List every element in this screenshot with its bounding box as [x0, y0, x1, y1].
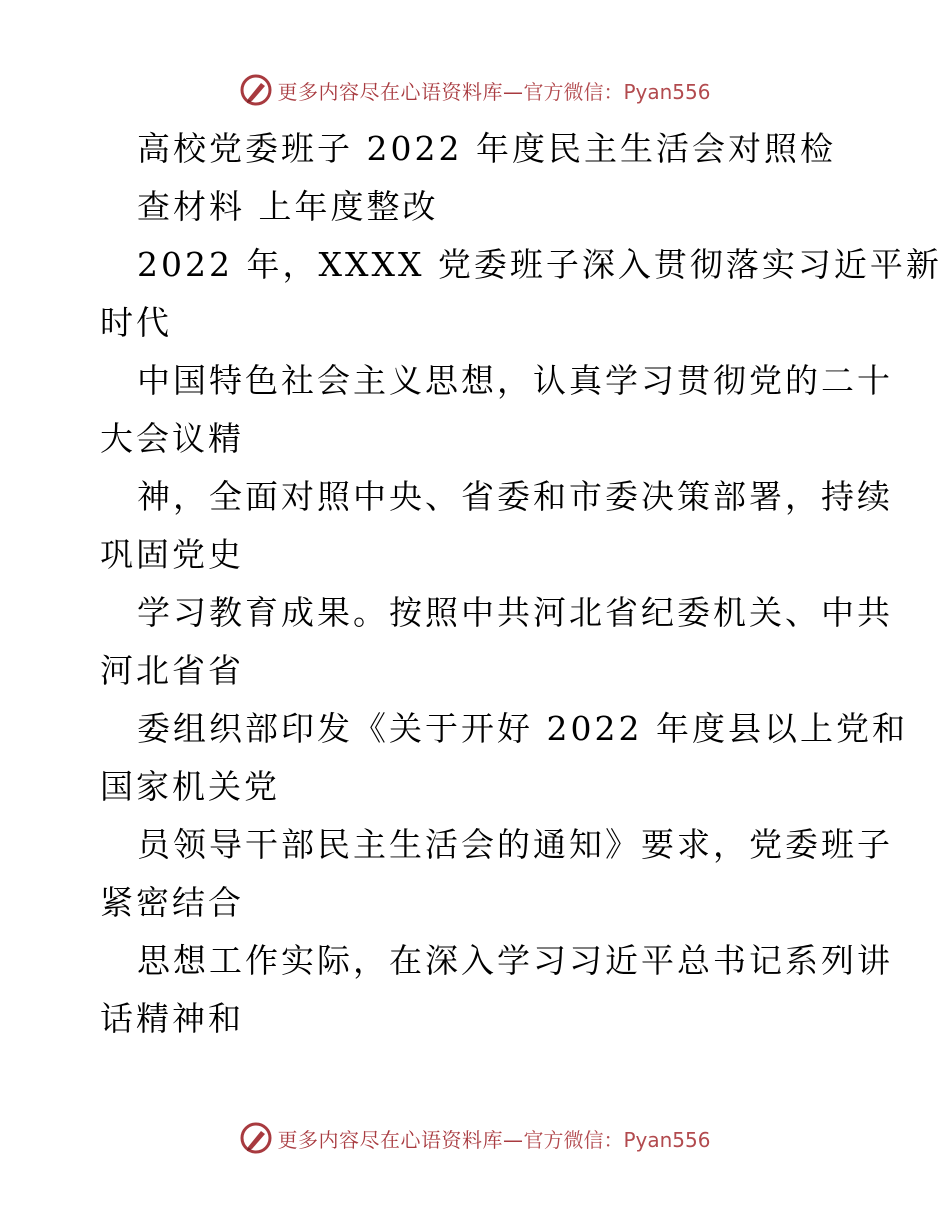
- text-line: 紧密结合: [100, 883, 244, 922]
- text-line: 巩固党史: [100, 535, 244, 574]
- pen-logo-icon: [239, 73, 273, 107]
- watermark-contact: 官方微信：Pyan556: [523, 1127, 711, 1152]
- watermark-text: 更多内容尽在心语资料库—: [277, 1127, 524, 1152]
- text-line: 话精神和: [100, 999, 244, 1038]
- text-line: 高校党委班子 2022 年度民主生活会对照检: [137, 129, 836, 168]
- text-line: 时代: [100, 303, 172, 342]
- footer-watermark: [0, 1118, 950, 1158]
- text-line: 员领导干部民主生活会的通知》要求，党委班子: [137, 825, 893, 864]
- text-line: 国家机关党: [100, 767, 280, 806]
- watermark-contact: 官方微信：Pyan556: [523, 79, 711, 104]
- header-watermark: [0, 70, 950, 110]
- pen-logo-icon: [239, 1121, 273, 1155]
- text-line: 查材料 上年度整改: [137, 187, 439, 226]
- watermark-text: 更多内容尽在心语资料库—: [277, 79, 524, 104]
- text-line: 思想工作实际，在深入学习习近平总书记系列讲: [137, 941, 893, 980]
- text-line: 大会议精: [100, 419, 244, 458]
- text-line: 中国特色社会主义思想，认真学习贯彻党的二十: [137, 361, 893, 400]
- text-line: 学习教育成果。按照中共河北省纪委机关、中共: [137, 593, 893, 632]
- text-line: 神，全面对照中央、省委和市委决策部署，持续: [137, 477, 893, 516]
- text-line: 河北省省: [100, 651, 244, 690]
- document-body: [100, 120, 942, 1048]
- text-line: 委组织部印发《关于开好 2022 年度县以上党和: [137, 709, 908, 748]
- text-line: 2022 年，XXXX 党委班子深入贯彻落实习近平新: [137, 245, 942, 284]
